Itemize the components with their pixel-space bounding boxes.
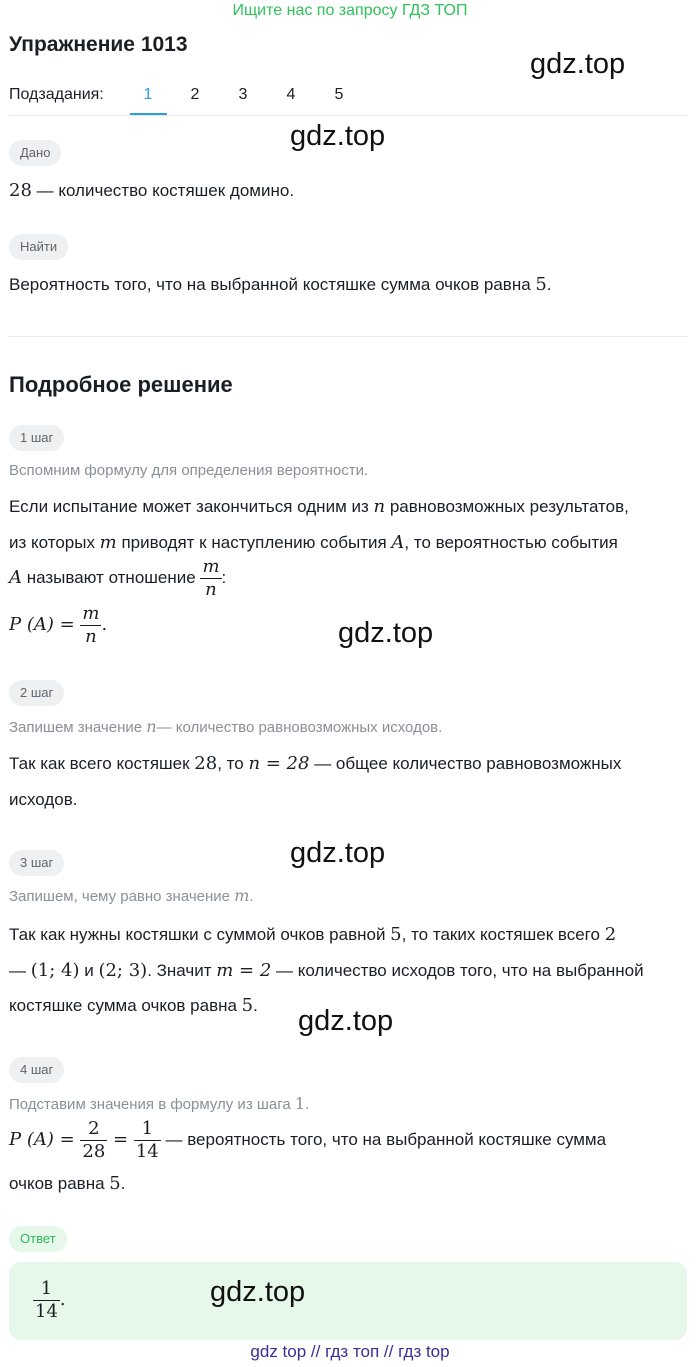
step-1-line-1: Если испытание может закончиться одним из n равновозможных результатов, bbox=[9, 496, 629, 517]
page-title: Упражнение 1013 bbox=[9, 33, 188, 56]
fraction-m-over-n: $\frac{m}{n}$ bbox=[202, 556, 220, 600]
given-badge: Дано bbox=[9, 140, 61, 166]
step-4-badge: 4 шаг bbox=[9, 1057, 64, 1083]
find-text: Вероятность того, что на выбранной костяшке сумма очков равна 5. bbox=[9, 274, 552, 295]
step-3-hint: Запишем, чему равно значение m. bbox=[9, 886, 254, 905]
tab-subtask-5[interactable]: 5 bbox=[334, 86, 344, 103]
step-3-badge: 3 шаг bbox=[9, 850, 64, 876]
step-1-hint: Вспомним формулу для определения вероятности. bbox=[9, 462, 369, 479]
step-1-badge: 1 шаг bbox=[9, 425, 64, 451]
subtasks-label: Подзадания: bbox=[9, 86, 104, 103]
tabs-divider bbox=[9, 115, 687, 116]
step-2-line-2: исходов. bbox=[9, 790, 78, 809]
answer-value: $\frac{1}{14}$ . bbox=[35, 1278, 66, 1322]
watermark: gdz.top bbox=[210, 1276, 306, 1308]
step-1-formula: P (A) = $\frac{m}{n}$ . bbox=[9, 603, 108, 647]
footer-links: gdz top // гдз топ // гдз top bbox=[250, 1342, 450, 1361]
tab-subtask-3[interactable]: 3 bbox=[238, 86, 248, 103]
step-1-line-3: A называют отношение $\frac{m}{n}$ : bbox=[9, 556, 227, 600]
answer-fraction: $\frac{1}{14}$ bbox=[35, 1278, 58, 1322]
section-divider bbox=[9, 336, 687, 337]
step-4-line-2: очков равна 5. bbox=[9, 1173, 126, 1194]
fraction-2-over-28: $\frac{2}{28}$ bbox=[82, 1118, 106, 1162]
step-2-badge: 2 шаг bbox=[9, 680, 64, 706]
step-1-line-2: из которых m приводят к наступлению события A, то вероятностью события bbox=[9, 532, 618, 553]
tab-subtask-2[interactable]: 2 bbox=[190, 86, 200, 103]
solution-heading: Подробное решение bbox=[9, 372, 233, 397]
step-3-line-2: — (1; 4) и (2; 3). Значит m = 2 — количество исходов того, что на выбранной bbox=[9, 960, 644, 981]
step-3-line-3: костяшке сумма очков равна 5. bbox=[9, 995, 258, 1016]
step-2-hint: Запишем значение n— количество равновозможных исходов. bbox=[9, 717, 443, 736]
fraction-1-over-14: $\frac{1}{14}$ bbox=[135, 1118, 159, 1162]
tab-subtask-4[interactable]: 4 bbox=[286, 86, 296, 103]
answer-box bbox=[9, 1262, 687, 1340]
step-4-hint: Подставим значения в формулу из шага 1. bbox=[9, 1094, 310, 1113]
step-2-line-1: Так как всего костяшек 28, то n = 28 — общее количество равновозможных bbox=[9, 753, 622, 774]
watermark: gdz.top bbox=[290, 120, 386, 152]
watermark: gdz.top bbox=[290, 837, 386, 869]
promo-banner: Ищите нас по запросу ГДЗ ТОП bbox=[232, 2, 468, 19]
step-3-line-1: Так как нужны костяшки с суммой очков равной 5, то таких костяшек всего 2 bbox=[9, 924, 617, 945]
watermark: gdz.top bbox=[338, 617, 434, 649]
find-badge: Найти bbox=[9, 234, 68, 260]
watermark: gdz.top bbox=[530, 48, 626, 80]
step-4-formula-line: P (A) = $\frac{2}{28}$ = $\frac{1}{14}$ — вероятность того, что на выбранной костяшке сумма bbox=[9, 1118, 607, 1162]
formula-fraction: $\frac{m}{n}$ bbox=[82, 603, 100, 647]
tab-subtask-1[interactable]: 1 bbox=[143, 86, 153, 103]
given-text: 28 — количество костяшек домино. bbox=[9, 180, 295, 201]
answer-badge: Ответ bbox=[9, 1226, 67, 1252]
watermark: gdz.top bbox=[298, 1005, 394, 1037]
